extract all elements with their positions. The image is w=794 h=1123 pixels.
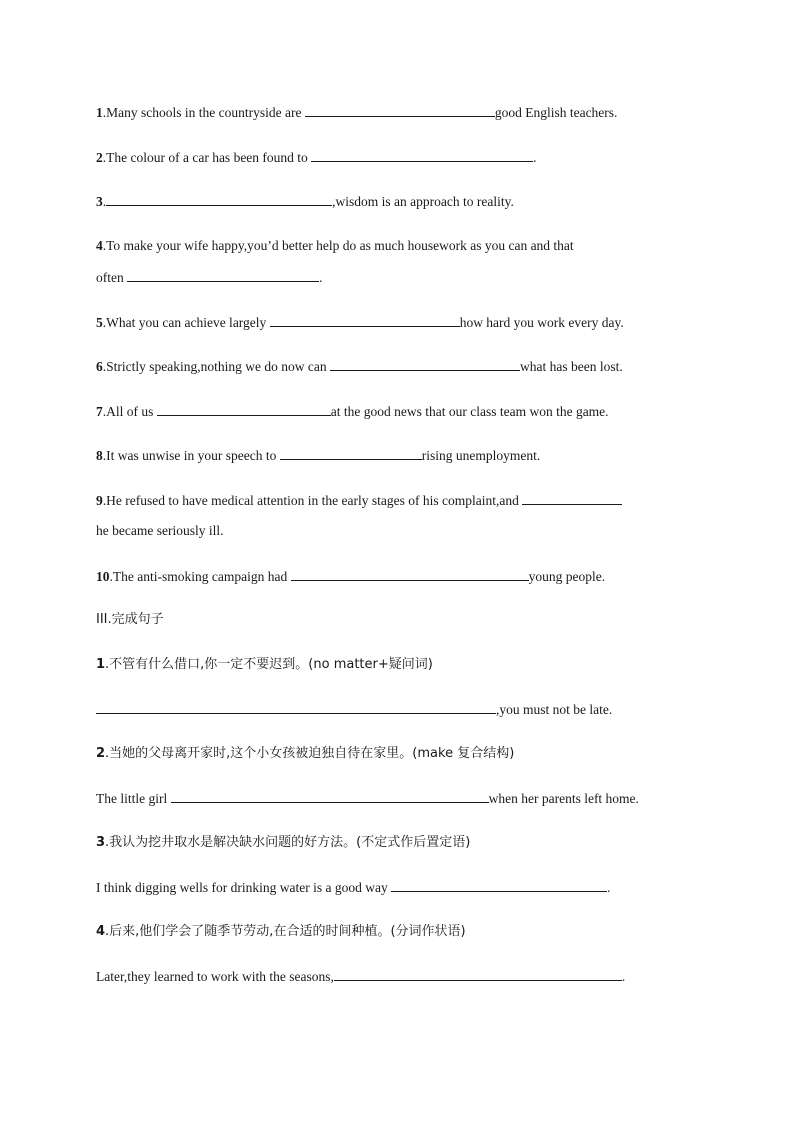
answer-blank[interactable] xyxy=(127,268,319,282)
answer-blank[interactable] xyxy=(311,148,533,162)
translation-4-answer: Later,they learned to work with the seasons, . xyxy=(96,969,626,984)
question-4-continued: often . xyxy=(96,270,323,285)
question-1: 1.Many schools in the countryside are good English teachers. xyxy=(96,105,618,120)
question-6: 6.Strictly speaking,nothing we do now can what has been lost. xyxy=(96,359,623,374)
translation-3-prompt: 3.我认为挖井取水是解决缺水问题的好方法。(不定式作后置定语) xyxy=(96,835,471,850)
section-heading: III.完成句子 xyxy=(96,612,164,627)
answer-blank[interactable] xyxy=(157,402,331,416)
translation-2-prompt: 2.当她的父母离开家时,这个小女孩被迫独自待在家里。(make 复合结构) xyxy=(96,746,515,761)
translation-2-answer: The little girl when her parents left home. xyxy=(96,791,639,806)
translation-1-prompt: 1.不管有什么借口,你一定不要迟到。(no matter+疑问词) xyxy=(96,657,433,672)
answer-blank[interactable] xyxy=(291,567,529,581)
answer-blank[interactable] xyxy=(96,700,496,714)
answer-blank[interactable] xyxy=(305,103,495,117)
answer-blank[interactable] xyxy=(330,357,520,371)
answer-blank[interactable] xyxy=(391,878,607,892)
question-2: 2.The colour of a car has been found to . xyxy=(96,150,537,165)
answer-blank[interactable] xyxy=(280,446,422,460)
answer-blank[interactable] xyxy=(171,789,489,803)
question-9-continued: he became seriously ill. xyxy=(96,523,224,538)
question-5: 5.What you can achieve largely how hard you work every day. xyxy=(96,315,624,330)
translation-1-answer: ,you must not be late. xyxy=(96,700,612,719)
answer-blank[interactable] xyxy=(334,967,622,981)
question-7: 7.All of us at the good news that our class team won the game. xyxy=(96,404,609,419)
question-10: 10.The anti-smoking campaign had young people. xyxy=(96,569,606,584)
translation-3-answer: I think digging wells for drinking water is a good way . xyxy=(96,880,611,895)
question-9: 9.He refused to have medical attention in the early stages of his complaint,and xyxy=(96,491,622,510)
answer-blank[interactable] xyxy=(106,192,332,206)
question-3: 3. ,wisdom is an approach to reality. xyxy=(96,194,514,209)
question-4: 4.To make your wife happy,you’d better help do as much housework as you can and that xyxy=(96,238,574,253)
question-8: 8.It was unwise in your speech to rising unemployment. xyxy=(96,448,541,463)
answer-blank[interactable] xyxy=(270,313,460,327)
translation-4-prompt: 4.后来,他们学会了随季节劳动,在合适的时间种植。(分词作状语) xyxy=(96,924,466,939)
answer-blank[interactable] xyxy=(522,491,622,505)
